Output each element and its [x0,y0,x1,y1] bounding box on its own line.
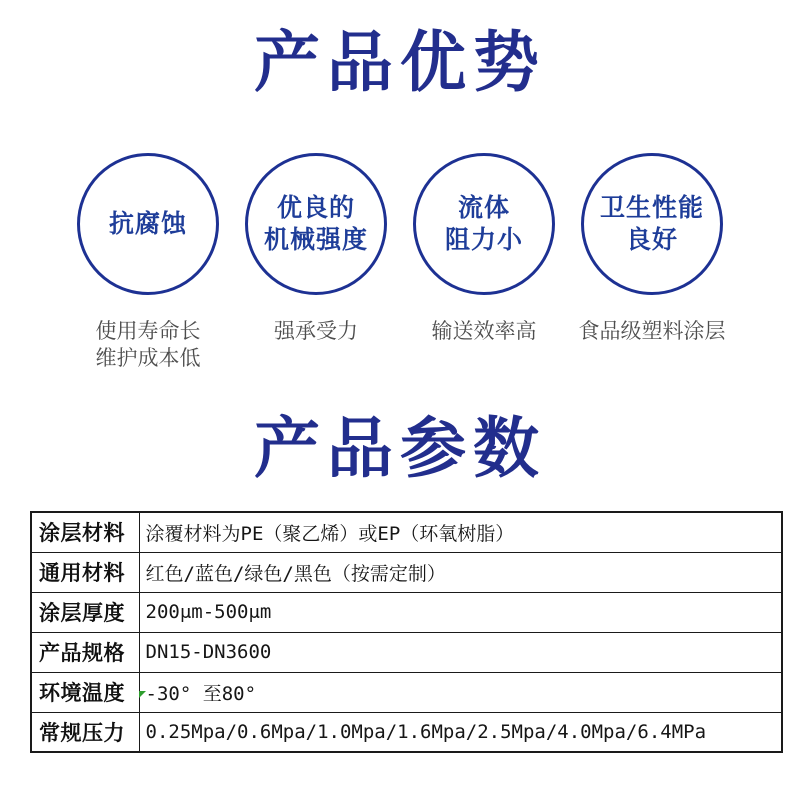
feature-caption: 使用寿命长 维护成本低 [95,320,201,370]
table-row [31,552,782,592]
feature-item-anticorrosion [75,153,221,372]
table-row [31,592,782,632]
feature-circle-text: 卫生性能 [599,193,704,222]
table-row [31,712,782,752]
row-value: -30° 至80° [139,672,782,712]
feature-circle [413,153,555,295]
row-value: 0.25Mpa/0.6Mpa/1.0Mpa/1.6Mpa/2.5Mpa/4.0Mpa/6.4MPa [139,712,782,752]
row-label: 常规压力 [31,712,139,752]
feature-circle [77,153,219,295]
feature-caption: 强承受力 [274,320,358,344]
feature-item-mechanical-strength [243,153,389,345]
feature-circle [581,153,723,295]
table-row [31,632,782,672]
advantages-row [0,153,800,372]
feature-circle-text: 阻力小 [444,226,523,255]
row-value: DN15-DN3600 [139,632,782,672]
row-label: 通用材料 [31,552,139,592]
green-triangle-artifact-icon [139,691,146,698]
feature-circle-text: 机械强度 [263,226,368,255]
feature-circle-text: 流体 [457,193,510,222]
parameters-table [30,511,783,753]
advantages-title: 产品优势 [254,24,546,101]
row-value: 涂覆材料为PE（聚乙烯）或EP（环氧树脂） [139,512,782,552]
feature-circle-text: 抗腐蚀 [108,210,187,239]
feature-item-hygiene [579,153,725,345]
row-label: 产品规格 [31,632,139,672]
row-value: 红色/蓝色/绿色/黑色（按需定制） [139,552,782,592]
feature-circle [245,153,387,295]
feature-caption: 食品级塑料涂层 [578,320,726,344]
feature-circle-text: 优良的 [276,193,355,222]
parameters-title: 产品参数 [254,409,546,487]
row-label: 涂层材料 [31,512,139,552]
feature-caption: 输送效率高 [431,320,537,344]
row-value: 200μm-500μm [139,592,782,632]
row-label: 环境温度 [31,672,139,712]
feature-item-low-fluid-resistance [411,153,557,345]
row-label: 涂层厚度 [31,592,139,632]
feature-circle-text: 良好 [625,226,678,255]
table-row [31,512,782,552]
